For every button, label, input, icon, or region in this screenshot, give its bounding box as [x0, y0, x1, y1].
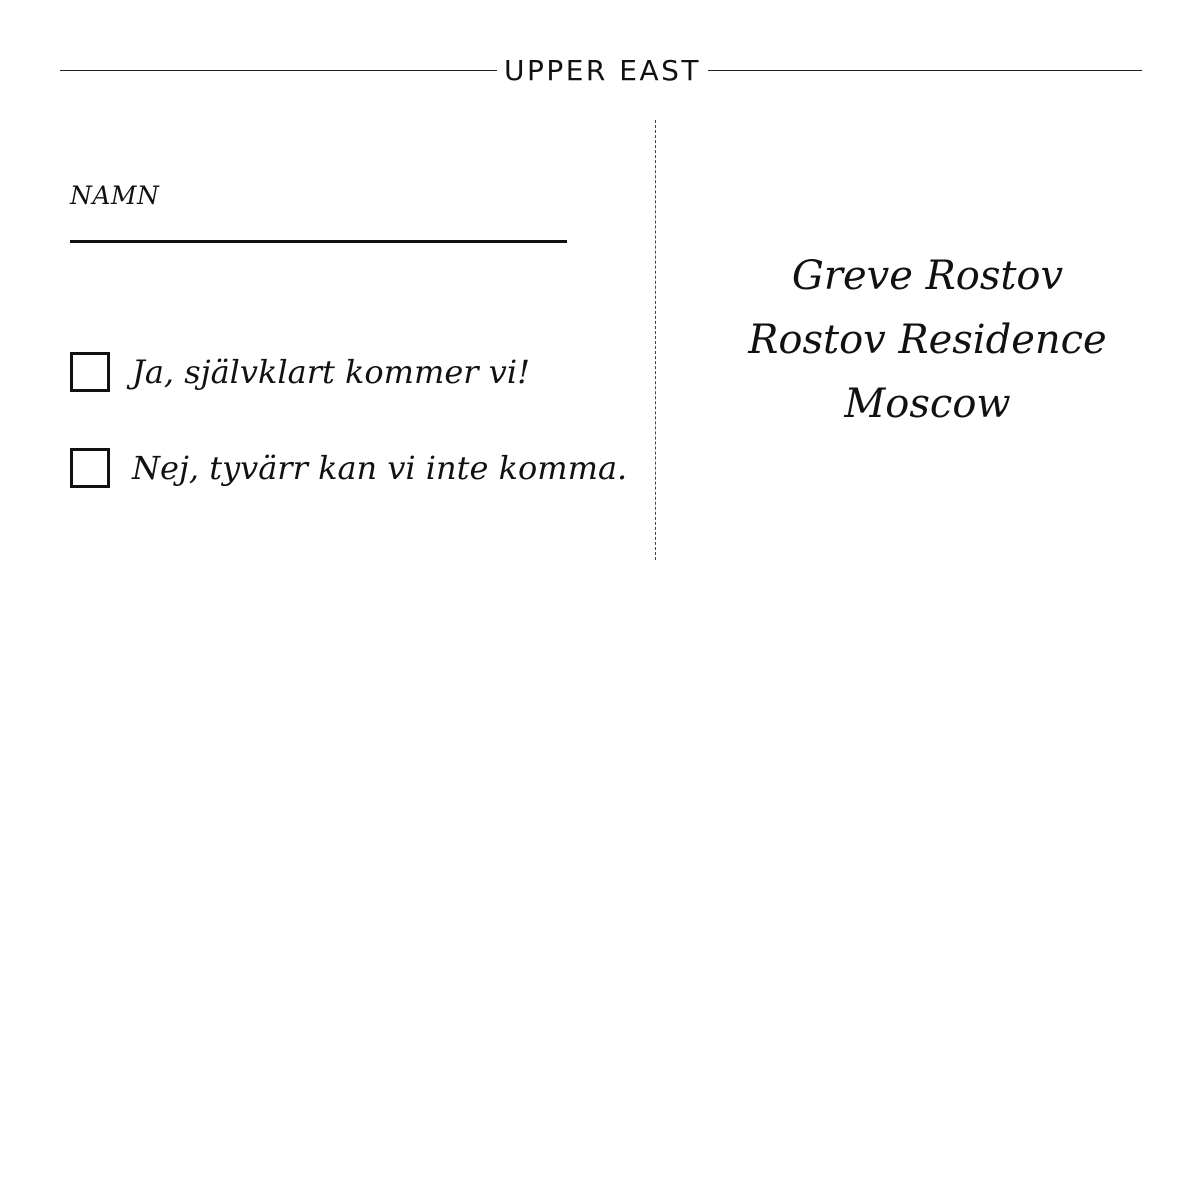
rsvp-option-yes[interactable]	[70, 350, 530, 394]
brand-title: UPPER EAST	[503, 54, 702, 87]
recipient-address	[700, 244, 1155, 436]
perforation-divider	[655, 120, 656, 560]
name-field[interactable]	[70, 240, 567, 243]
address-line-name: Greve Rostov	[791, 253, 1064, 299]
name-label: NAMN	[70, 181, 160, 210]
rsvp-option-no[interactable]	[70, 446, 627, 490]
header-rule-right	[708, 70, 1142, 71]
header-rule-left	[60, 70, 497, 71]
yes-option-label: Ja, självklart kommer vi!	[132, 353, 530, 391]
address-line-city: Moscow	[844, 381, 1011, 427]
no-checkbox[interactable]	[70, 448, 110, 488]
address-line-residence: Rostov Residence	[748, 317, 1107, 363]
no-option-label: Nej, tyvärr kan vi inte komma.	[132, 449, 628, 487]
yes-checkbox[interactable]	[70, 352, 110, 392]
